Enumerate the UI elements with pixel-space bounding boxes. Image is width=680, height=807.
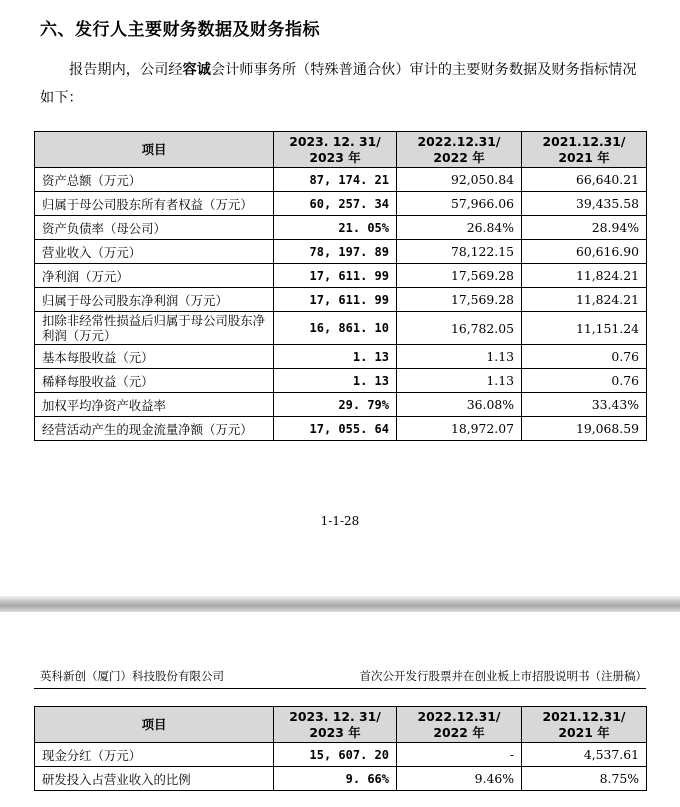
value-2023: 16, 861. 10 (274, 312, 397, 345)
financial-data-table-continued (34, 706, 647, 791)
value-2023: 15, 607. 20 (274, 743, 397, 767)
row-label: 加权平均净资产收益率 (35, 393, 274, 417)
value-2021: 33.43% (522, 393, 647, 417)
table-row (35, 240, 647, 264)
value-2021: 0.76 (522, 345, 647, 369)
table-header-row (35, 132, 647, 168)
row-label: 净利润（万元） (35, 264, 274, 288)
value-2022: 36.08% (397, 393, 522, 417)
table-row (35, 264, 647, 288)
value-2021: 11,151.24 (522, 312, 647, 345)
value-2023: 17, 055. 64 (274, 417, 397, 441)
header-2022-date: 2022.12.31/ (417, 133, 501, 149)
section-title: 六、发行人主要财务数据及财务指标 (40, 20, 320, 40)
value-2023: 21. 05% (274, 216, 397, 240)
row-label: 研发投入占营业收入的比例 (35, 767, 274, 791)
row-label: 经营活动产生的现金流量净额（万元） (35, 417, 274, 441)
table-row (35, 767, 647, 791)
row-label: 归属于母公司股东净利润（万元） (35, 288, 274, 312)
value-2021: 39,435.58 (522, 192, 647, 216)
value-2023: 87, 174. 21 (274, 168, 397, 192)
header-2023-date: 2023. 12. 31/ (289, 133, 381, 149)
document-page-2 (0, 612, 680, 807)
value-2022: 1.13 (397, 345, 522, 369)
row-label: 现金分红（万元） (35, 743, 274, 767)
financial-data-table (34, 131, 647, 441)
value-2022: 57,966.06 (397, 192, 522, 216)
row-label: 资产负债率（母公司） (35, 216, 274, 240)
header-2021-year: 2021 年 (558, 724, 610, 740)
value-2022: 16,782.05 (397, 312, 522, 345)
company-name-header: 英科新创（厦门）科技股份有限公司 (40, 669, 224, 683)
header-2022-year: 2022 年 (433, 149, 485, 165)
row-label: 资产总额（万元） (35, 168, 274, 192)
row-label: 归属于母公司股东所有者权益（万元） (35, 192, 274, 216)
value-2023: 60, 257. 34 (274, 192, 397, 216)
value-2023: 9. 66% (274, 767, 397, 791)
table-row (35, 345, 647, 369)
value-2023: 17, 611. 99 (274, 264, 397, 288)
header-2022 (397, 132, 522, 168)
value-2021: 0.76 (522, 369, 647, 393)
value-2023: 78, 197. 89 (274, 240, 397, 264)
header-2022-date: 2022.12.31/ (417, 708, 501, 724)
header-item: 项目 (35, 132, 274, 168)
document-title-header: 首次公开发行股票并在创业板上市招股说明书（注册稿） (359, 669, 647, 683)
intro-text-start: 报告期内，公司经 (69, 62, 183, 78)
value-2021: 4,537.61 (522, 743, 647, 767)
value-2021: 8.75% (522, 767, 647, 791)
row-label: 扣除非经常性损益后归属于母公司股东净利润（万元） (35, 312, 274, 345)
header-2023-year: 2023 年 (309, 149, 361, 165)
value-2023: 29. 79% (274, 393, 397, 417)
value-2023: 1. 13 (274, 345, 397, 369)
value-2022: 17,569.28 (397, 288, 522, 312)
value-2022: 17,569.28 (397, 264, 522, 288)
table-row (35, 168, 647, 192)
header-2021-date: 2021.12.31/ (542, 133, 626, 149)
value-2021: 28.94% (522, 216, 647, 240)
value-2022: 78,122.15 (397, 240, 522, 264)
table-row (35, 743, 647, 767)
header-2023 (274, 707, 397, 743)
intro-paragraph (40, 56, 646, 112)
value-2022: 26.84% (397, 216, 522, 240)
value-2021: 11,824.21 (522, 264, 647, 288)
page-number: 1-1-28 (320, 514, 360, 528)
value-2022: 1.13 (397, 369, 522, 393)
header-2021-date: 2021.12.31/ (542, 708, 626, 724)
header-2022 (397, 707, 522, 743)
table-row (35, 369, 647, 393)
value-2022: - (397, 743, 522, 767)
value-2023: 1. 13 (274, 369, 397, 393)
table-row (35, 288, 647, 312)
header-2023 (274, 132, 397, 168)
value-2023: 17, 611. 99 (274, 288, 397, 312)
table-row (35, 417, 647, 441)
value-2021: 19,068.59 (522, 417, 647, 441)
header-2021 (522, 132, 647, 168)
page-separator (0, 596, 680, 612)
value-2022: 9.46% (397, 767, 522, 791)
auditor-name: 容诚 (182, 62, 211, 78)
table-row (35, 192, 647, 216)
value-2021: 66,640.21 (522, 168, 647, 192)
header-2021 (522, 707, 647, 743)
value-2021: 11,824.21 (522, 288, 647, 312)
header-2023-year: 2023 年 (309, 724, 361, 740)
header-2022-year: 2022 年 (433, 724, 485, 740)
row-label: 营业收入（万元） (35, 240, 274, 264)
value-2022: 18,972.07 (397, 417, 522, 441)
value-2022: 92,050.84 (397, 168, 522, 192)
value-2021: 60,616.90 (522, 240, 647, 264)
table-row (35, 216, 647, 240)
row-label: 稀释每股收益（元） (35, 369, 274, 393)
table-row (35, 393, 647, 417)
header-item: 项目 (35, 707, 274, 743)
row-label: 基本每股收益（元） (35, 345, 274, 369)
header-2021-year: 2021 年 (558, 149, 610, 165)
header-rule (34, 688, 646, 689)
intro-text-end: 会计师事务所（特殊普通合伙）审计的主要财务数据及财务指标情况如下： (40, 62, 637, 106)
table-header-row (35, 707, 647, 743)
table-row (35, 312, 647, 345)
header-2023-date: 2023. 12. 31/ (289, 708, 381, 724)
